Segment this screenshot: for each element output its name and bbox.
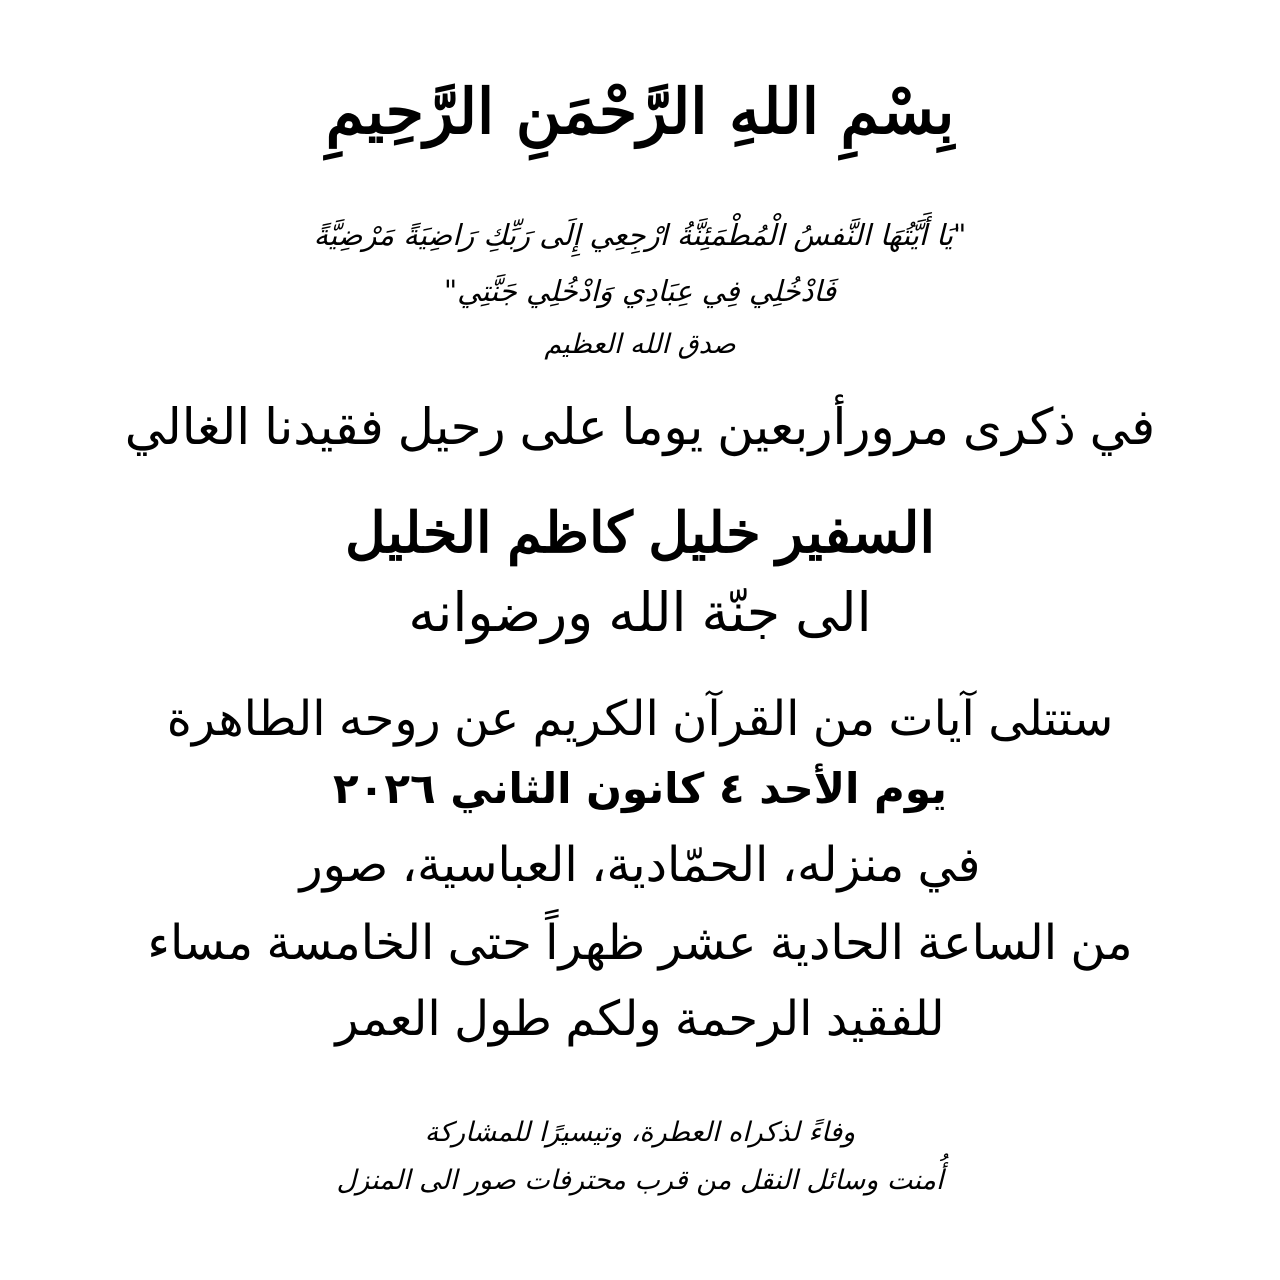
event-location: في منزله، الحمّادية، العباسية، صور bbox=[299, 839, 981, 892]
recitation-announcement: ستتلى آيات من القرآن الكريم عن روحه الطاهرة bbox=[166, 693, 1114, 746]
transport-note-line-2: أُمنت وسائل النقل من قرب محترفات صور الى المنزل bbox=[336, 1165, 944, 1196]
prayer-line: الى جنّة الله ورضوانه bbox=[408, 583, 872, 643]
quran-verse-line-1: "يَا أَيَّتُهَا النَّفسُ الْمُطْمَئِنَّةُ ارْجِعِي إِلَى رَبِّكِ رَاضِيَةً مَرْضِيَّةً bbox=[313, 218, 967, 252]
condolence-line: للفقيد الرحمة ولكم طول العمر bbox=[335, 993, 945, 1046]
event-time: من الساعة الحادية عشر ظهراً حتى الخامسة مساء bbox=[147, 917, 1133, 970]
deceased-name: السفير خليل كاظم الخليل bbox=[344, 501, 936, 564]
transport-note-line-1: وفاءً لذكراه العطرة، وتيسيرًا للمشاركة bbox=[424, 1117, 856, 1148]
quran-verse-line-2: فَادْخُلِي فِي عِبَادِي وَادْخُلِي جَنَّتِي" bbox=[443, 274, 837, 308]
event-date: يوم الأحد ٤ كانون الثاني ٢٠٢٦ bbox=[333, 764, 947, 813]
quran-verse-closing: صدق الله العظيم bbox=[544, 329, 736, 360]
basmala-heading: بِسْمِ اللهِ الرَّحْمَنِ الرَّحِيمِ bbox=[325, 75, 955, 148]
memorial-intro: في ذكرى مرورأربعين يوما على رحيل فقيدنا الغالي bbox=[124, 399, 1156, 455]
